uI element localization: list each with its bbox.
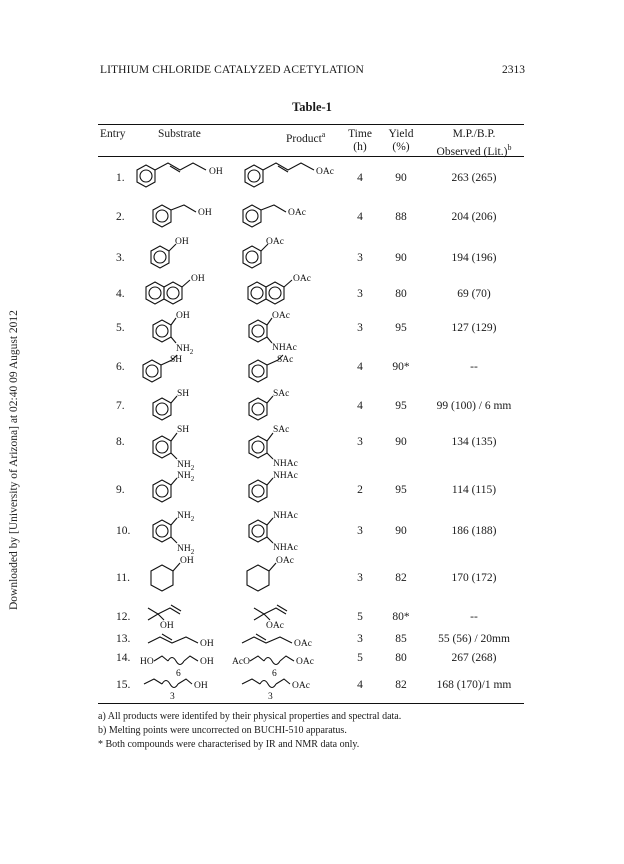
entry-number: 10. (116, 525, 131, 537)
oac-label: OAc (296, 657, 314, 667)
time-value: 5 (357, 652, 363, 664)
structure-tertiary-alkenol (148, 605, 181, 631)
structure-acetamidophenyl-thioacetate (249, 425, 298, 469)
yield-value: 90* (392, 361, 410, 373)
yield-value: 95 (395, 400, 407, 412)
structure-chain-acetate (242, 679, 310, 702)
mp-value: 127 (129) (451, 322, 497, 334)
entry-number: 4. (116, 288, 125, 300)
oh-label: OH (194, 681, 208, 691)
time-value: 3 (357, 633, 363, 645)
structure-phenyl-thioacetate (249, 389, 289, 420)
yield-value: 80 (395, 288, 407, 300)
yield-value: 90 (395, 252, 407, 264)
structure-diacetate (232, 656, 314, 679)
yield-value: 95 (395, 484, 407, 496)
oac-label: OAc (293, 274, 311, 284)
footnote-a: a) All products were identifed by their physical properties and spectral data. (98, 711, 402, 722)
structure-benzyl-thiol (143, 355, 182, 382)
oh-label: OH (209, 167, 223, 177)
nhac-label: NHAc (273, 471, 298, 481)
sh-label: SH (177, 425, 190, 435)
mp-value: 204 (206) (451, 211, 497, 223)
structure-aminothiophenol (153, 425, 195, 472)
structure-phenylenediamine (153, 511, 195, 556)
header-product: Product$^a$ (286, 130, 326, 145)
mp-value: 134 (135) (451, 436, 497, 448)
mp-value: 194 (196) (451, 252, 497, 264)
nh2-label: $NH_2$ (177, 460, 195, 472)
yield-value: 80 (395, 652, 407, 664)
aco-label: AcO (232, 657, 250, 667)
entry-number: 5. (116, 322, 125, 334)
structure-tertiary-alkenyl-acetate (254, 605, 287, 631)
yield-value: 90 (395, 525, 407, 537)
oh-label: OH (160, 621, 174, 631)
repeat-count: 3 (268, 692, 273, 702)
mp-value: 263 (265) (451, 172, 497, 184)
yield-value: 90 (395, 436, 407, 448)
nhac-label: NHAc (273, 459, 298, 469)
yield-value: 85 (395, 633, 407, 645)
structure-benzyl-thioacetate (249, 355, 293, 382)
time-value: 3 (357, 572, 363, 584)
oac-label: OAc (276, 556, 294, 566)
oac-label: OAc (292, 681, 310, 691)
time-value: 3 (357, 436, 363, 448)
entry-number: 12. (116, 611, 131, 623)
header-entry: Entry (100, 128, 126, 140)
yield-value: 88 (395, 211, 407, 223)
structure-cinnamyl-alcohol (137, 163, 223, 187)
yield-value: 82 (395, 679, 407, 691)
structure-naphthol (146, 274, 205, 304)
entry-number: 7. (116, 400, 125, 412)
nh2-label: $NH_2$ (177, 544, 195, 556)
sh-label: SH (170, 355, 183, 365)
time-value: 3 (357, 252, 363, 264)
structure-cyclohexyl-acetate (247, 556, 294, 591)
structure-aminophenol (153, 311, 194, 356)
time-value: 2 (357, 484, 363, 496)
structure-cinnamyl-acetate (245, 163, 334, 187)
entry-number: 11. (116, 572, 130, 584)
nh2-label: $NH_2$ (176, 344, 194, 356)
mp-value: 186 (188) (451, 525, 497, 537)
structure-benzyl-acetate (243, 205, 306, 227)
repeat-count: 6 (272, 669, 277, 679)
time-value: 5 (357, 611, 363, 623)
time-value: 4 (357, 211, 363, 223)
structure-thiophenol (153, 389, 189, 420)
time-value: 4 (357, 361, 363, 373)
header-yield: Yield (%) (388, 128, 414, 153)
header-time: Time (h) (348, 128, 372, 153)
download-watermark: Downloaded by [University of Arizona] at 02:40 09 August 2012 (8, 310, 20, 610)
structure-benzyl-alcohol (153, 205, 212, 227)
yield-value: 82 (395, 572, 407, 584)
mp-value: 55 (56) / 20mm (438, 633, 510, 645)
time-value: 4 (357, 172, 363, 184)
mp-value: 267 (268) (451, 652, 497, 664)
mp-value: 69 (70) (457, 288, 491, 300)
repeat-count: 3 (170, 692, 175, 702)
repeat-count: 6 (176, 669, 181, 679)
oac-label: OAc (294, 639, 312, 649)
yield-value: 80* (392, 611, 410, 623)
oh-label: OH (191, 274, 205, 284)
oh-label: OH (198, 208, 212, 218)
running-head: LITHIUM CHLORIDE CATALYZED ACETYLATION (100, 64, 364, 76)
structure-phenol (151, 237, 189, 268)
entry-number: 2. (116, 211, 125, 223)
time-value: 3 (357, 322, 363, 334)
entry-number: 9. (116, 484, 125, 496)
oac-label: OAc (272, 311, 290, 321)
mp-value: -- (470, 611, 478, 623)
time-value: 4 (357, 679, 363, 691)
nhac-label: NHAc (272, 343, 297, 353)
entry-number: 15. (116, 679, 131, 691)
footnote-b: b) Melting points were uncorrected on BUCHI-510 apparatus. (98, 725, 347, 736)
time-value: 3 (357, 288, 363, 300)
entry-number: 1. (116, 172, 125, 184)
entry-number: 3. (116, 252, 125, 264)
sh-label: SH (177, 389, 190, 399)
structure-acetanilide (249, 471, 298, 502)
header-mp-bp: M.P./B.P. Observed $(Lit.)^b$ (436, 128, 512, 158)
structure-acetamidophenyl-acetate (249, 311, 297, 353)
ho-label: HO (140, 657, 154, 667)
structure-cyclohexanol (151, 556, 194, 591)
nh2-label: $NH_2$ (177, 471, 195, 483)
sac-label: SAc (273, 389, 290, 399)
oh-label: OH (176, 311, 190, 321)
table-title: Table-1 (292, 100, 332, 114)
structure-allylic-alcohol (148, 634, 214, 649)
oac-label: OAc (316, 167, 334, 177)
page-number: 2313 (502, 64, 525, 76)
oh-label: OH (200, 639, 214, 649)
structure-naphthyl-acetate (248, 274, 311, 304)
oh-label: OH (200, 657, 214, 667)
entry-number: 8. (116, 436, 125, 448)
entry-number: 6. (116, 361, 125, 373)
structure-diol (140, 656, 214, 679)
structure-chain-alcohol (144, 679, 208, 702)
header-substrate: Substrate (158, 128, 201, 140)
time-value: 3 (357, 525, 363, 537)
structure-phenyl-acetate (243, 237, 284, 268)
nh2-label: $NH_2$ (177, 511, 195, 523)
nhac-label: NHAc (273, 543, 298, 553)
structure-aniline (153, 471, 195, 502)
structure-allylic-acetate (242, 634, 312, 649)
mp-value: 168 (170)/1 mm (436, 679, 512, 691)
entry-number: 13. (116, 633, 131, 645)
mp-value: 99 (100) / 6 mm (436, 400, 512, 412)
mp-value: 114 (115) (451, 484, 497, 496)
oac-label: OAc (266, 237, 284, 247)
footnote-star: * Both compounds were characterised by IR and NMR data only. (98, 739, 360, 750)
structure-diacetamidobenzene (249, 511, 298, 553)
nhac-label: NHAc (273, 511, 298, 521)
yield-value: 95 (395, 322, 407, 334)
mp-value: -- (470, 361, 478, 373)
yield-value: 90 (395, 172, 407, 184)
sac-label: SAc (273, 425, 290, 435)
sac-label: SAc (277, 355, 294, 365)
mp-value: 170 (172) (451, 572, 497, 584)
oac-label: OAc (288, 208, 306, 218)
oh-label: OH (175, 237, 189, 247)
entry-number: 14. (116, 652, 131, 664)
oac-label: OAc (266, 621, 284, 631)
oh-label: OH (180, 556, 194, 566)
time-value: 4 (357, 400, 363, 412)
